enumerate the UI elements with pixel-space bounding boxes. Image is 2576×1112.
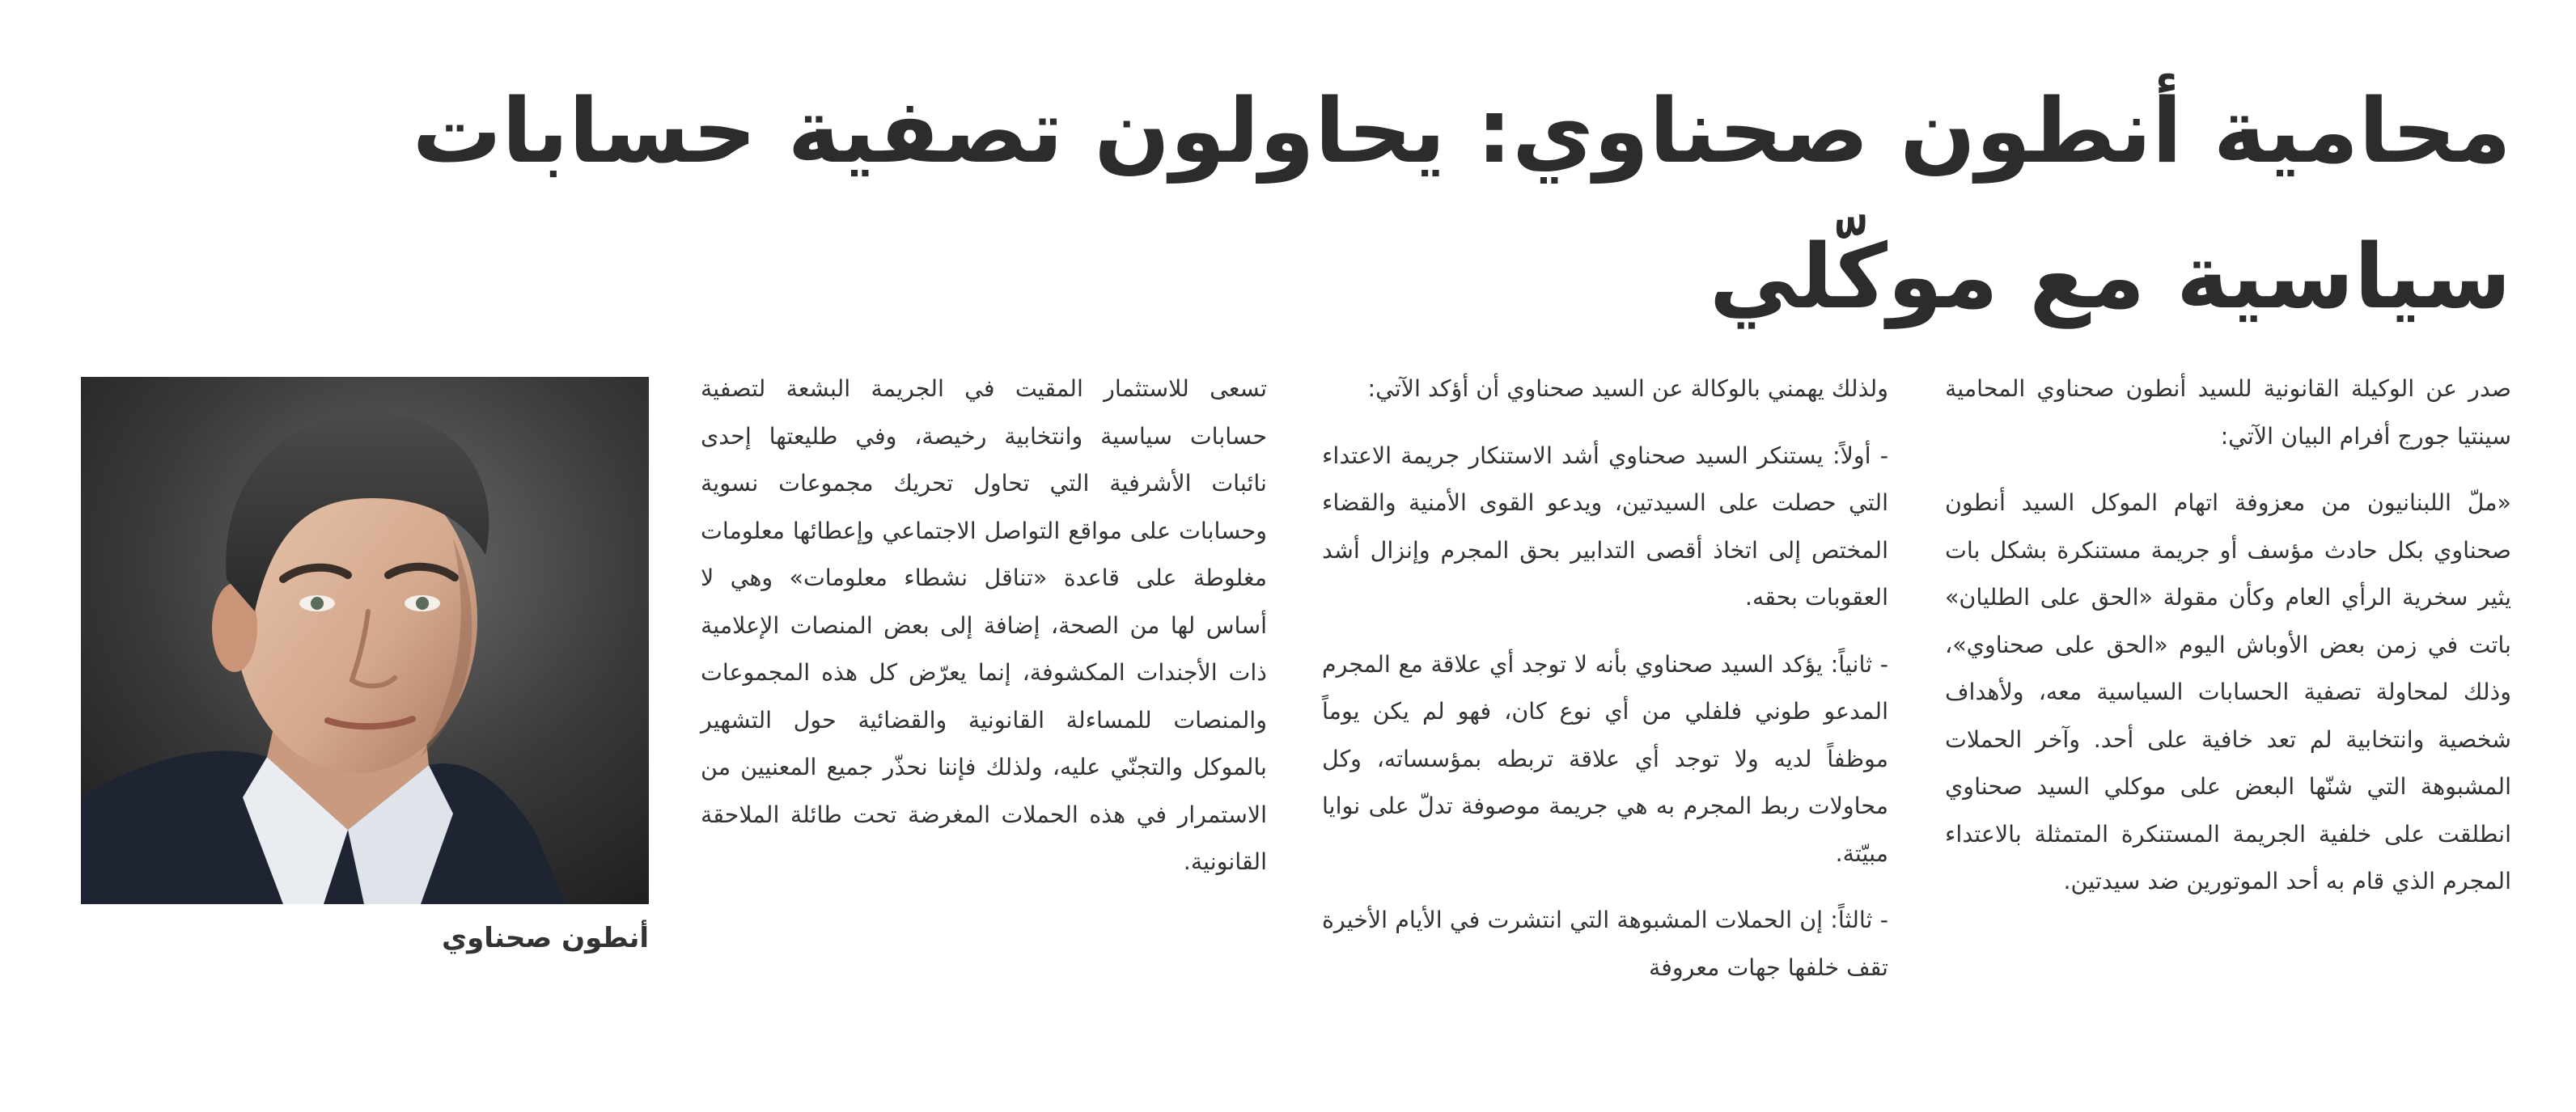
- column-2-paragraph-2: - أولاً: يستنكر السيد صحناوي أشد الاستنكار جريمة الاعتداء التي حصلت على السيدتين، ويدعو القوى الأمنية والقضاء المختص إلى اتخاذ أقصى التدابير بحق المجرم وإنزال أشد العقوبات بحقه.: [1322, 442, 1888, 611]
- article-column-2: [1322, 366, 1888, 1011]
- article-column-1: [1945, 366, 2511, 925]
- column-1-paragraph-2: «ملّ اللبنانيون من معزوفة اتهام الموكل السيد أنطون صحناوي بكل حادث مؤسف أو جريمة مستنكرة بشكل بات يثير سخرية الرأي العام وكأن مقولة «الحق على الطليان» باتت في زمن بعض الأوباش اليوم «الحق على صحناوي»، وذلك لمحاولة تصفية الحسابات السياسية معه، ولأهداف شخصية وانتخابية لم تعد خافية على أحد. وآخر الحملات المشبوهة التي شنّها البعض على موكلي السيد صحناوي انطلقت على خلفية الجريمة المستنكرة المتمثلة بالاعتداء المجرم الذي قام به أحد الموتورين ضد سيدتين.: [1945, 489, 2511, 894]
- column-2-paragraph-4: - ثالثاً: إن الحملات المشبوهة التي انتشرت في الأيام الأخيرة تقف خلفها جهات معروفة: [1322, 907, 1888, 981]
- article-headline: محامية أنطون صحناوي: يحاولون تصفية حسابات سياسية مع موكّلي: [412, 79, 2511, 328]
- column-3-paragraph-1: تسعى للاستثمار المقيت في الجريمة البشعة لتصفية حسابات سياسية وانتخابية رخيصة، وفي طليعتها إحدى نائبات الأشرفية التي تحاول تحريك مجموعات نسوية وحسابات على مواقع التواصل الاجتماعي وإعطائها معلومات مغلوطة على قاعدة «تناقل نشطاء معلومات» وهي لا أساس لها من الصحة، إضافة إلى بعض المنصات الإعلامية ذات الأجندات المكشوفة، إنما يعرّض كل هذه المجموعات والمنصات للمساءلة القانونية والقضائية حول التشهير بالموكل والتجنّي عليه، ولذلك فإننا نحذّر جميع المعنيين من الاستمرار في هذه الحملات المغرضة تحت طائلة الملاحقة القانونية.: [701, 375, 1267, 875]
- photo-caption: أنطون صحناوي: [441, 922, 649, 954]
- column-2-paragraph-3: - ثانياً: يؤكد السيد صحناوي بأنه لا توجد أي علاقة مع المجرم المدعو طوني فلفلي من أي نوع كان، فهو لم يكن يوماً موظفاً لديه ولا توجد أي علاقة تربطه بمؤسساته، وكل محاولات ربط المجرم به هي جريمة موصوفة تدلّ على نوايا مبيّتة.: [1322, 650, 1888, 867]
- column-2-paragraph-1: ولذلك يهمني بالوكالة عن السيد صحناوي أن أؤكد الآتي:: [1367, 375, 1888, 402]
- portrait-photo-icon: [81, 377, 649, 904]
- article-column-3: [701, 366, 1267, 906]
- photo-figure: [81, 377, 649, 962]
- column-1-paragraph-1: صدر عن الوكيلة القانونية للسيد أنطون صحناوي المحامية سينتيا جورج أفرام البيان الآتي:: [1945, 375, 2511, 450]
